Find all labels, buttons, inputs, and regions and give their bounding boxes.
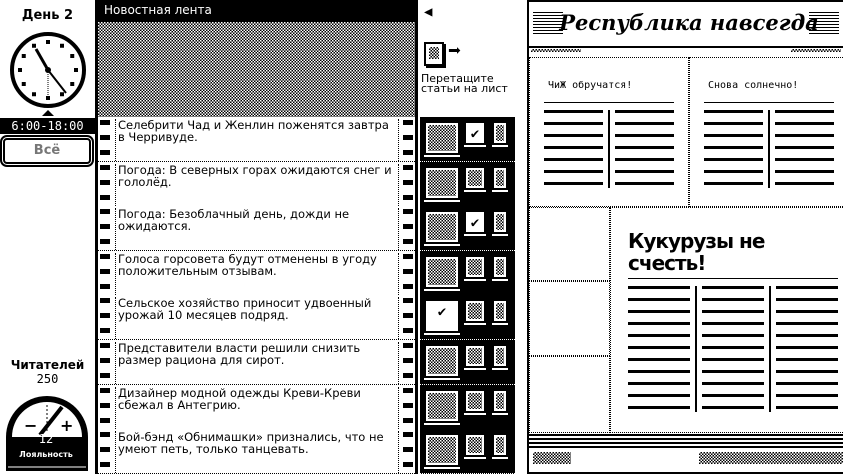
size-small-button[interactable]: [492, 121, 508, 145]
size-medium-button[interactable]: [464, 166, 486, 190]
size-small-button[interactable]: [492, 166, 508, 190]
news-article[interactable]: [98, 206, 415, 251]
size-large-button[interactable]: [424, 121, 460, 155]
article-size-options: [420, 295, 515, 340]
article-text[interactable]: Представители власти решили снизить размер рациона для сирот.: [115, 342, 399, 384]
clock-tick: [22, 82, 26, 86]
news-article[interactable]: [98, 117, 415, 162]
readers-count: 250: [36, 372, 59, 386]
clock-tick: [70, 54, 74, 58]
newspaper-title: Республика навсегда: [559, 10, 819, 35]
newspaper-page[interactable]: [527, 0, 843, 474]
footer-rule: [529, 434, 843, 448]
tape-holes: [403, 162, 413, 206]
tape-holes: [100, 295, 110, 339]
headline: Снова солнечно!: [708, 80, 799, 91]
check-icon: ✔: [470, 126, 480, 142]
size-small-button[interactable]: [492, 210, 508, 234]
article-size-options: [420, 340, 515, 385]
tape-holes: [100, 206, 110, 250]
article-text[interactable]: Дизайнер модной одежды Креви-Креви сбежал в Антегрию.: [115, 387, 399, 429]
size-large-button[interactable]: [424, 344, 460, 378]
clock-tick: [46, 40, 50, 44]
size-medium-button[interactable]: [464, 210, 486, 234]
svg-text:+: +: [60, 416, 74, 435]
size-small-button[interactable]: [492, 299, 508, 323]
article-size-options: [420, 117, 515, 162]
clock-tick: [60, 92, 64, 96]
size-medium-button[interactable]: [464, 255, 486, 279]
size-large-button[interactable]: [424, 210, 460, 244]
readers-label: Читателей: [10, 358, 85, 372]
article-size-options: [420, 385, 515, 430]
headline: ЧиЖ обручатся!: [548, 80, 633, 91]
size-large-button[interactable]: [424, 166, 460, 200]
clock-icon: [6, 30, 90, 116]
size-large-button[interactable]: [424, 299, 460, 333]
tape-holes: [403, 385, 413, 429]
tape-holes: [403, 117, 413, 161]
article-icon: [424, 42, 444, 66]
article-text[interactable]: Голоса горсовета будут отменены в угоду положительным отзывам.: [115, 253, 399, 295]
size-small-button[interactable]: [492, 389, 508, 413]
article-text[interactable]: Погода: В северных горах ожидаются снег и гололёд.: [115, 164, 399, 206]
article-size-options: [420, 429, 515, 474]
tape-holes: [403, 429, 413, 473]
size-large-button[interactable]: [424, 433, 460, 467]
clock-tick: [32, 92, 36, 96]
size-medium-button[interactable]: [464, 344, 486, 368]
check-icon: ✔: [437, 304, 447, 321]
empty-slot[interactable]: [529, 281, 610, 356]
clock-tick: [32, 44, 36, 48]
clock-tick: [46, 96, 50, 100]
tape-holes: [403, 251, 413, 295]
article-slot-2[interactable]: [689, 57, 843, 207]
empty-slot[interactable]: [529, 207, 610, 281]
work-hours: 6:00-18:00: [0, 118, 95, 134]
article-slot-1[interactable]: [529, 57, 689, 207]
size-small-button[interactable]: [492, 344, 508, 368]
tape-holes: [100, 162, 110, 206]
tape-holes: [403, 295, 413, 339]
size-small-button[interactable]: [492, 433, 508, 457]
news-article[interactable]: [98, 295, 415, 340]
article-size-options: [420, 206, 515, 251]
check-icon: ✔: [470, 215, 480, 232]
tape-holes: [100, 385, 110, 429]
article-text[interactable]: Сельское хозяйство приносит удвоенный урожай 10 месяцев подряд.: [115, 297, 399, 339]
speaker-icon[interactable]: ◀: [424, 4, 433, 20]
empty-slot[interactable]: [529, 356, 610, 433]
sidebar: [0, 0, 95, 474]
masthead: [529, 2, 843, 48]
article-slot-main[interactable]: [610, 207, 843, 433]
news-article[interactable]: [98, 251, 415, 296]
news-article[interactable]: [98, 162, 415, 207]
headline: Кукурузы не счесть!: [628, 229, 765, 275]
news-feed: [95, 0, 418, 474]
news-feed-title: Новостная лента: [98, 0, 415, 22]
article-size-options: [420, 162, 515, 207]
news-article[interactable]: [98, 385, 415, 430]
loyalty-label: Лояльность: [19, 450, 73, 459]
article-size-options: [420, 251, 515, 296]
size-large-button[interactable]: [424, 389, 460, 423]
tape-holes: [100, 117, 110, 161]
tape-holes: [100, 251, 110, 295]
svg-text:−: −: [24, 416, 38, 435]
article-text[interactable]: Погода: Безоблачный день, дожди не ожидаются.: [115, 208, 399, 250]
tape-holes: [403, 206, 413, 250]
size-medium-button[interactable]: [464, 121, 486, 145]
article-text[interactable]: Селебрити Чад и Женлин поженятся завтра в Черривуде.: [115, 119, 399, 161]
clock-tick: [18, 68, 22, 72]
feed-empty-area: [98, 22, 415, 117]
size-medium-button[interactable]: [464, 433, 486, 457]
day-label: День 2: [21, 8, 74, 23]
tape-holes: [100, 429, 110, 473]
size-large-button[interactable]: [424, 255, 460, 289]
loyalty-value: 12: [38, 432, 54, 446]
size-small-button[interactable]: [492, 255, 508, 279]
drag-hint: Перетащите статьи на лист: [421, 72, 508, 95]
news-article[interactable]: [98, 429, 415, 474]
size-medium-button[interactable]: [464, 299, 486, 323]
news-article[interactable]: [98, 340, 415, 385]
clock-tick: [70, 82, 74, 86]
clock-tick: [74, 68, 78, 72]
tape-holes: [403, 340, 413, 384]
article-text[interactable]: Бой-бэнд «Обнимашки» признались, что не умеют петь, только танцевать.: [115, 431, 399, 473]
clock-tick: [22, 54, 26, 58]
size-medium-button[interactable]: [464, 389, 486, 413]
tape-holes: [100, 340, 110, 384]
show-all-button[interactable]: Всё: [3, 138, 91, 164]
clock-tick: [60, 44, 64, 48]
arrow-right-icon: ➡: [448, 39, 462, 64]
